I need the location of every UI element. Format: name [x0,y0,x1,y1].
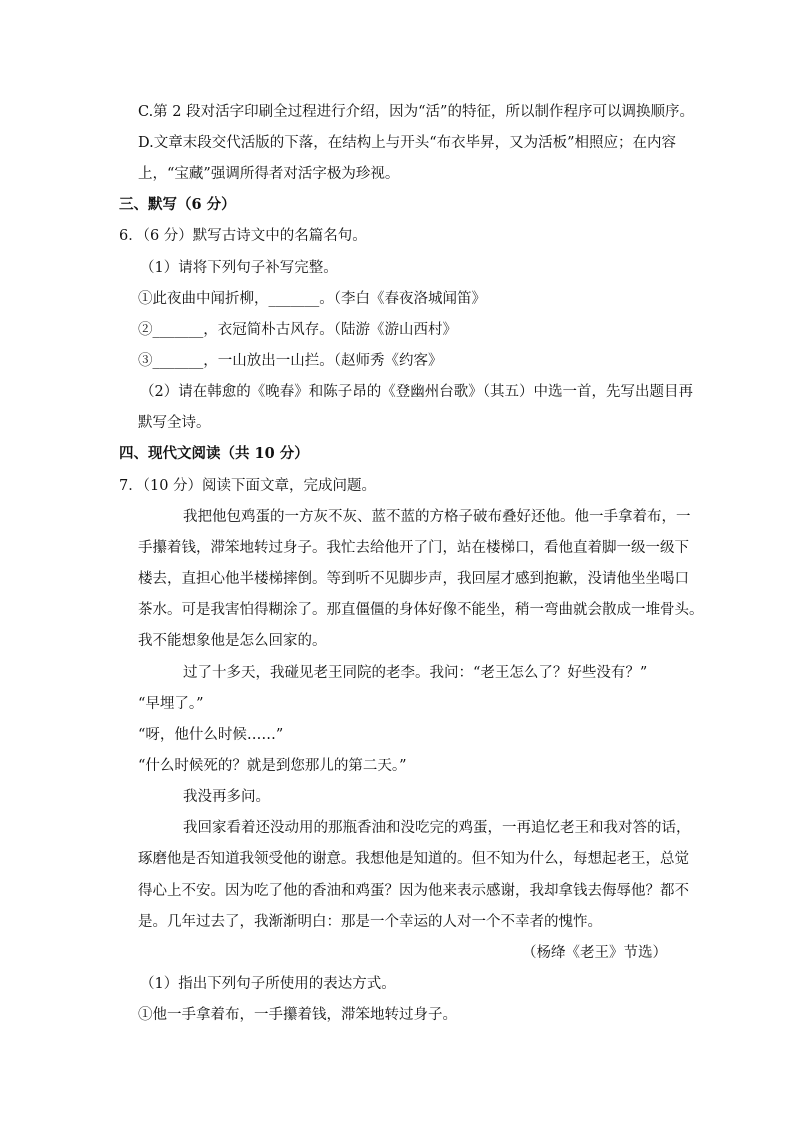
source-citation: （杨绛《老王》节选） [522,945,667,961]
paragraph-line: 我回家看着还没动用的那瓶香油和没吃完的鸡蛋，一再追忆老王和我对答的话， [183,820,691,836]
paragraph-line: 我没再多问。 [183,789,270,805]
option-d-line2: 上，“宝藏”强调所得者对活字极为珍视。 [138,166,400,182]
question-7-sub1-item: ①他一手拿着布，一手攥着钱，滞笨地转过身子。 [138,1007,457,1023]
question-6-sub1: （1）请将下列句子补写完整。 [140,260,338,276]
paragraph-line: 过了十多天，我碰见老王同院的老李。我问：“老王怎么了？好些没有？” [183,665,648,681]
question-6: 6．（6 分）默写古诗文中的名篇名句。 [119,228,367,244]
section-3-title: 三、默写（6 分） [119,196,236,213]
paragraph-line: 是。几年过去了，我渐渐明白：那是一个幸运的人对一个不幸者的愧怍。 [138,914,602,930]
question-7-sub1: （1）指出下列句子所使用的表达方式。 [140,976,396,992]
quote-line: “什么时候死的？就是到您那儿的第二天。” [138,758,407,774]
paragraph-line: 琢磨他是否知道我领受他的谢意。我想他是知道的。但不知为什么，每想起老王，总觉 [138,851,689,867]
question-6-sub2-line2: 默写全诗。 [138,415,211,431]
option-d-line1: D.文章末段交代活版的下落，在结构上与开头“布衣毕昇，又为活板”相照应；在内容 [138,135,677,151]
fill-item-2: ②_______，衣冠简朴古风存。（陆游《游山西村》 [138,322,457,338]
option-c: C.第 2 段对活字印刷全过程进行介绍，因为“活”的特征，所以制作程序可以调换顺序。 [138,104,694,120]
paragraph-line: 我把他包鸡蛋的一方灰不灰、蓝不蓝的方格子破布叠好还他。他一手拿着布，一 [183,509,691,525]
paragraph-line: 得心上不安。因为吃了他的香油和鸡蛋？因为他来表示感谢，我却拿钱去侮辱他？都不 [138,883,689,899]
paragraph-line: 手攥着钱，滞笨地转过身子。我忙去给他开了门，站在楼梯口，看他直着脚一级一级下 [138,540,689,556]
fill-item-1: ①此夜曲中闻折柳，_______。（李白《春夜洛城闻笛》 [138,291,486,307]
fill-item-3: ③_______，一山放出一山拦。（赵师秀《约客》 [138,353,443,369]
question-6-sub2-line1: （2）请在韩愈的《晚春》和陈子昂的《登幽州台歌》（其五）中选一首，先写出题目再 [140,384,693,400]
question-7: 7．（10 分）阅读下面文章，完成问题。 [119,478,377,494]
section-4-title: 四、现代文阅读（共 10 分） [119,445,309,462]
quote-line: “呀，他什么时候……” [138,727,284,743]
paragraph-line: 茶水。可是我害怕得糊涂了。那直僵僵的身体好像不能坐，稍一弯曲就会散成一堆骨头。 [138,602,704,618]
paragraph-line: 楼去，直担心他半楼梯摔倒。等到听不见脚步声，我回屋才感到抱歉，没请他坐坐喝口 [138,571,689,587]
paragraph-line: 我不能想象他是怎么回家的。 [138,633,327,649]
quote-line: “早埋了。” [138,696,204,712]
